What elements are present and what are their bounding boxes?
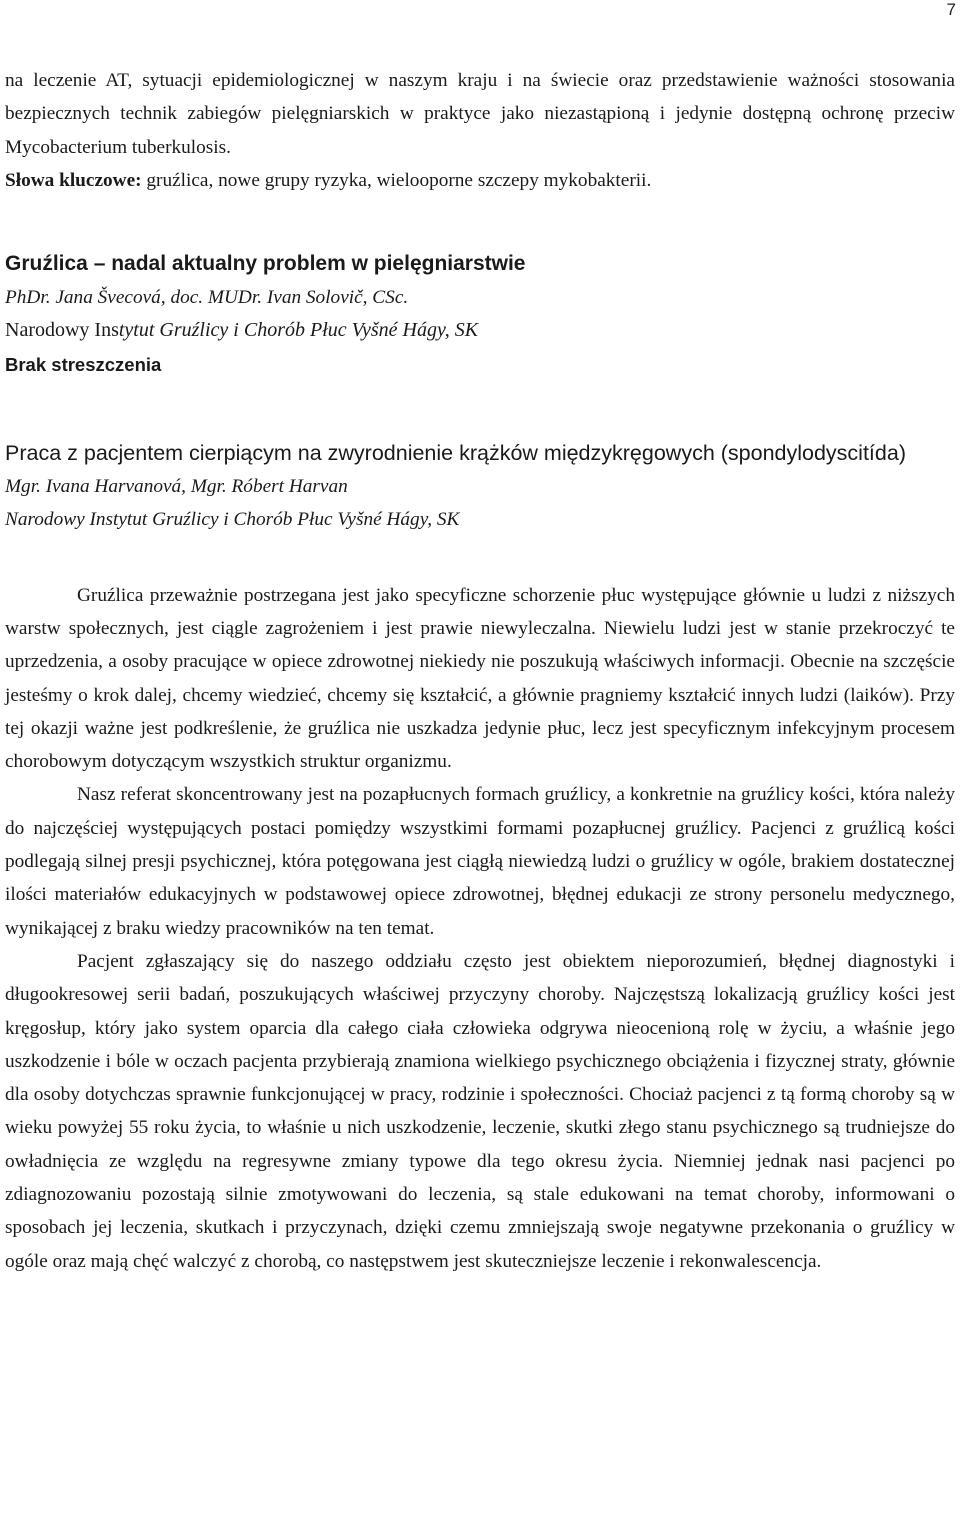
article1-institution-plain: Narodowy Ins [5, 319, 119, 342]
article2-institution: Narodowy Instytut Gruźlicy i Chorób Płuc Vyšné Hágy, SK [5, 509, 460, 531]
article1-title: Gruźlica – nadal aktualny problem w pielęgniarstwie [5, 252, 526, 276]
article1-institution [5, 314, 955, 347]
article1-institution-italic: tytut Gruźlicy i Chorób Płuc Vyšné Hágy, SK [118, 319, 479, 342]
body-paragraph: Gruźlica przeważnie postrzegana jest jako specyficzne schorzenie płuc występujące głównie u ludzi z niższych warstw społecznych, jest ciągle zagrożeniem i jest prawie niewyleczalna. Niewielu ludzi jest w stanie przekroczyć te uprzedzenia, a osoby pracujące w opiece zdrowotnej niekiedy nie poszukują właściwych informacji. Obecnie na szczęście jesteśmy o krok dalej, chcemy wiedzieć, chcemy się kształcić, a głównie pragniemy kształcić innych ludzi (laików). Przy tej okazji ważne jest podkreślenie, że gruźlica nie uszkadza jedynie płuc, lecz jest specyficznym infekcyjnym procesem chorobowym dotyczącym wszystkich struktur organizmu. [5, 584, 955, 773]
article1-abstract-note: Brak streszczenia [5, 353, 162, 375]
keywords-text: gruźlica, nowe grupy ryzyka, wielooporne szczepy mykobakterii. [141, 169, 652, 191]
article2-body [5, 579, 955, 1278]
keywords-label: Słowa kluczowe: [5, 169, 142, 191]
document-body [5, 64, 955, 1278]
intro-text: na leczenie AT, sytuacji epidemiologicznej w naszym kraju i na świecie oraz przedstawienie ważności stosowania bezpiecznych technik zabiegów pielęgniarskich w praktyce jako niezastąpioną i jedynie dostępną ochronę przeciw Mycobacterium tuberkulosis. [5, 70, 955, 158]
article2-title: Praca z pacjentem cierpiącym na zwyrodnienie krążków międzykręgowych (spondylodyscitída) [5, 441, 906, 466]
article1-authors: PhDr. Jana Švecová, doc. MUDr. Ivan Solovič, CSc. [5, 287, 409, 309]
page-number: 7 [946, 0, 956, 19]
body-paragraph: Nasz referat skoncentrowany jest na pozapłucnych formach gruźlicy, a konkretnie na gruźlicy kości, która należy do najczęściej występujących postaci pomiędzy wszystkimi formami pozapłucnej gruźlicy. Pacjenci z gruźlicą kości podlegają silnej presji psychicznej, która potęgowana jest ciągłą niewiedzą ludzi o gruźlicy w ogóle, brakiem dostatecznej ilości materiałów edukacyjnych w podstawowej opiece zdrowotnej, błędnej edukacji ze strony personelu medycznego, wynikającej z braku wiedzy pracowników na ten temat. [5, 784, 955, 939]
intro-paragraph [5, 64, 955, 197]
article2-authors: Mgr. Ivana Harvanová, Mgr. Róbert Harvan [5, 476, 348, 498]
body-paragraph: Pacjent zgłaszający się do naszego oddziału często jest obiektem nieporozumień, błędnej diagnostyki i długookresowej serii badań, poszukujących właściwej przyczyny choroby. Najczęstszą lokalizacją gruźlicy kości jest kręgosłup, który jako system oparcia dla całego ciała człowieka odgrywa nieocenioną rolę w życiu, a właśnie jego uszkodzenie i bóle w oczach pacjenta przybierają znamiona wielkiego psychicznego obciążenia i fizycznej straty, głównie dla osoby dotychczas sprawnie funkcjonującej w pracy, rodzinie i społeczności. Chociaż pacjenci z tą formą choroby są w wieku powyżej 55 roku życia, to właśnie u nich uszkodzenie, leczenie, skutki złego stanu psychicznego są trudniejsze do owładnięcia ze względu na regresywne zmiany typowe dla tego okresu życia. Niemniej jednak nasi pacjenci po zdiagnozowaniu pozostają silnie zmotywowani do leczenia, są stale edukowani na temat choroby, informowani o sposobach jej leczenia, skutkach i przyczynach, dzięki czemu zmniejszają swoje negatywne przekonania o gruźlicy w ogóle oraz mają chęć walczyć z chorobą, co następstwem jest skuteczniejsze leczenie i rekonwalescencja. [5, 950, 955, 1272]
